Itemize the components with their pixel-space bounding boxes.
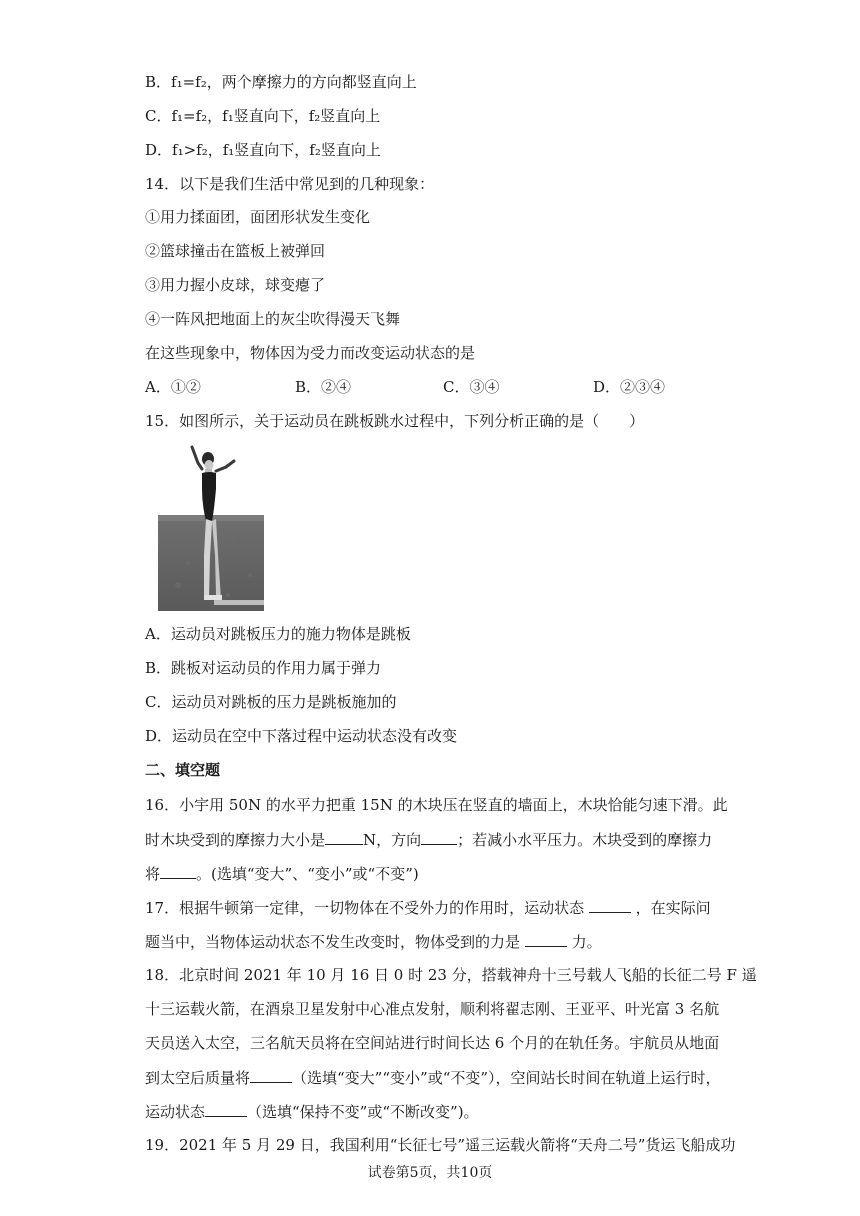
q17-line-1 xyxy=(145,897,715,918)
diver-photo xyxy=(158,445,264,611)
q16-text-e: 。(选填“变大”、“变小”或“不变”) xyxy=(196,865,419,883)
option-b-prev: B．f₁=f₂，两个摩擦力的方向都竖直向上 xyxy=(145,73,417,91)
q15-option-c: C．运动员对跳板的压力是跳板施加的 xyxy=(145,693,397,711)
q17-text-a: 17．根据牛顿第一定律，一切物体在不受外力的作用时，运动状态 xyxy=(145,899,585,917)
q17-text-d: 力。 xyxy=(571,933,602,951)
q16-text-c: ；若减小水平压力。木块受到的摩擦力 xyxy=(457,831,713,849)
q16-text-a: 时木块受到的摩擦力大小是 xyxy=(145,831,326,849)
q17-text-c: 题当中，当物体运动状态不发生改变时，物体受到的力是 xyxy=(145,933,521,951)
q18-line-2: 十三运载火箭，在酒泉卫星发射中心准点发射，顺利将翟志刚、王亚平、叶光富 3 名航 xyxy=(145,1000,720,1018)
q18-text-b: （选填“变大”“变小”或“不变”），空间站长时间在轨道上运行时， xyxy=(292,1069,721,1087)
q14-stem: 14．以下是我们生活中常见到的几种现象： xyxy=(145,175,435,193)
q14-item-2: ②篮球撞击在篮板上被弹回 xyxy=(145,242,326,260)
q16-line-1: 16．小宇用 50N 的水平力把重 15N 的木块压在竖直的墙面上，木块恰能匀速下滑。此 xyxy=(145,796,728,814)
q18-text-c: 运动状态 xyxy=(145,1103,206,1121)
option-d-prev: D．f₁>f₂，f₁竖直向下，f₂竖直向上 xyxy=(145,141,381,159)
q14-question: 在这些现象中，物体因为受力而改变运动状态的是 xyxy=(145,344,476,362)
q14-item-4: ④一阵风把地面上的灰尘吹得漫天飞舞 xyxy=(145,310,401,328)
q18-line-4 xyxy=(145,1067,721,1088)
q16-blank-2 xyxy=(421,829,457,845)
q14-item-1: ①用力揉面团，面团形状发生变化 xyxy=(145,208,371,226)
q17-blank-2 xyxy=(525,931,567,947)
q17-blank-1 xyxy=(589,897,631,913)
q18-blank-1 xyxy=(250,1067,292,1083)
q14-option-a: A．①② xyxy=(145,378,201,396)
q14-option-d: D．②③④ xyxy=(593,378,666,396)
q16-text-b: N，方向 xyxy=(363,831,422,849)
q15-option-a: A．运动员对跳板压力的施力物体是跳板 xyxy=(145,625,411,643)
q18-blank-2 xyxy=(205,1101,247,1117)
q15-option-d: D．运动员在空中下落过程中运动状态没有改变 xyxy=(145,727,458,745)
q18-text-d: （选填“保持不变”或“不断改变”)。 xyxy=(247,1103,479,1121)
q18-line-5 xyxy=(145,1101,715,1122)
q14-options xyxy=(145,377,715,397)
q14-item-3: ③用力握小皮球，球变瘪了 xyxy=(145,276,326,294)
q14-option-c: C．③④ xyxy=(443,378,500,396)
q15-option-b: B．跳板对运动员的作用力属于弹力 xyxy=(145,659,382,677)
q16-line-2 xyxy=(145,829,715,850)
option-c-prev: C．f₁=f₂，f₁竖直向下，f₂竖直向上 xyxy=(145,107,381,125)
q16-text-d: 将 xyxy=(145,865,161,883)
page-footer: 试卷第5页，共10页 xyxy=(367,1165,493,1181)
q18-line-1: 18．北京时间 2021 年 10 月 16 日 0 时 23 分，搭载神舟十三号载人飞船的长征二号 F 遥 xyxy=(145,966,757,984)
q17-line-2 xyxy=(145,931,715,952)
q16-line-3 xyxy=(145,863,715,884)
q16-blank-1 xyxy=(325,829,363,845)
q18-text-a: 到太空后质量将 xyxy=(145,1069,251,1087)
section-title: 二、填空题 xyxy=(145,761,221,779)
q16-blank-3 xyxy=(160,863,196,879)
q17-text-b: ，在实际问 xyxy=(635,899,711,917)
q15-stem: 15．如图所示，关于运动员在跳板跳水过程中，下列分析正确的是（ ） xyxy=(145,412,645,430)
q18-line-3: 天员送入太空，三名航天员将在空间站进行时间长达 6 个月的在轨任务。宇航员从地面 xyxy=(145,1034,720,1052)
q14-option-b: B．②④ xyxy=(295,378,352,396)
q19-line-1: 19．2021 年 5 月 29 日，我国利用“长征七号”遥三运载火箭将“天舟二号”货运飞船成功 xyxy=(145,1136,736,1154)
